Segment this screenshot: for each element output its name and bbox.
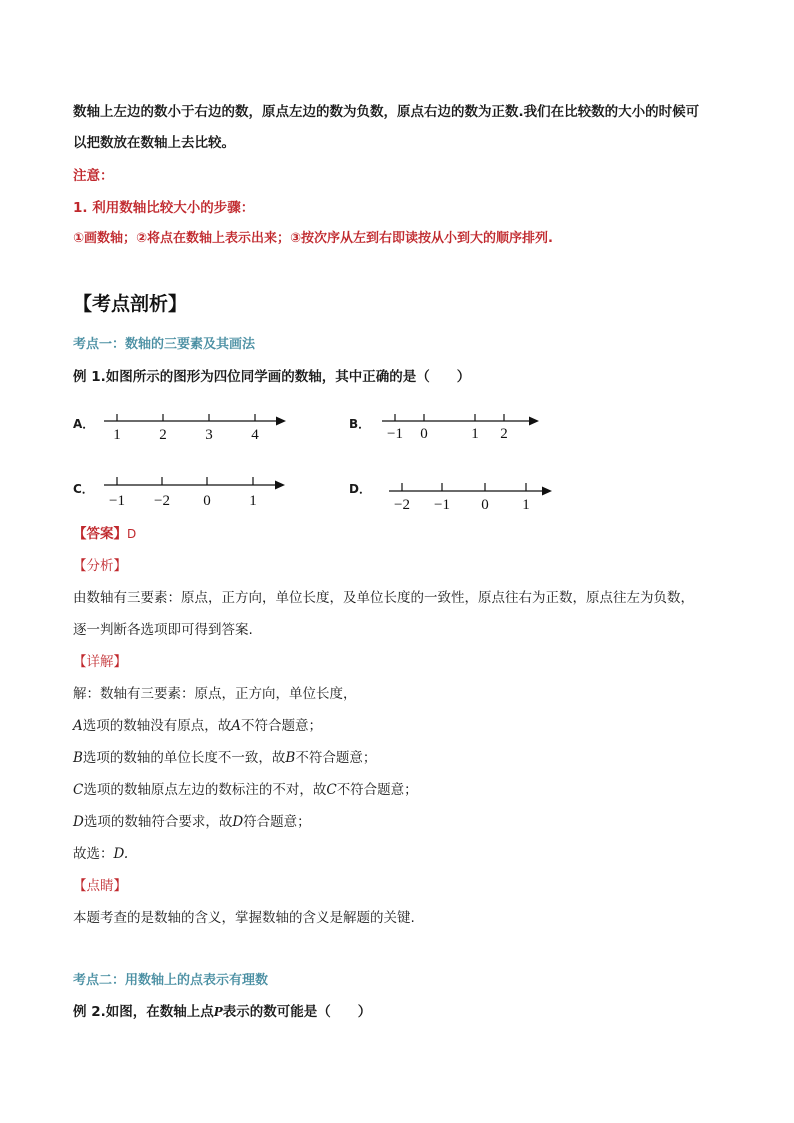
- option-c-letter: C．: [73, 482, 94, 496]
- detail-d-text: 选项的数轴符合要求，故: [83, 814, 233, 830]
- answer-label: 【答案】: [73, 526, 127, 542]
- number-line-a: [100, 404, 290, 442]
- tick-label: 1: [113, 427, 121, 443]
- option-a-letter: A．: [73, 417, 95, 431]
- option-b-letter: B．: [349, 417, 371, 431]
- detail-d-end: 符合题意；: [243, 814, 311, 830]
- example2-question: [73, 1002, 371, 1022]
- section-title: 【考点剖析】: [73, 293, 188, 315]
- note-item-1: 1. 利用数轴比较大小的步骤：: [73, 200, 255, 216]
- detail-line-d: [73, 812, 311, 832]
- number-line-b: [378, 404, 548, 442]
- comment-text: 本题考查的是数轴的含义，掌握数轴的含义是解题的关键.: [73, 910, 415, 926]
- tick-label: 0: [420, 426, 428, 442]
- intro-line-2: 以把数放在数轴上去比较。: [73, 135, 235, 151]
- var-p: P: [213, 1005, 223, 1019]
- number-line-c: [100, 468, 290, 508]
- tick-label: −2: [154, 493, 170, 509]
- detail-line-c: [73, 780, 418, 800]
- analysis-label: 【分析】: [73, 558, 127, 574]
- tick-label: −1: [109, 493, 125, 509]
- tick-label: 3: [205, 427, 213, 443]
- detail-b-end: 不符合题意；: [295, 750, 377, 766]
- tick-label: −1: [387, 426, 403, 442]
- var-a: A: [73, 718, 83, 734]
- point2-heading: 考点二：用数轴上的点表示有理数: [73, 973, 269, 988]
- analysis-line-1: 由数轴有三要素：原点，正方向，单位长度，及单位长度的一致性，原点往右为正数，原点往左为负数，: [73, 590, 694, 606]
- var-d: D: [232, 814, 244, 830]
- detail-c-end: 不符合题意；: [336, 782, 418, 798]
- var-c: C: [73, 782, 84, 798]
- example2-prefix: 例 2.如图，在数轴上点: [73, 1004, 214, 1020]
- var-a: A: [231, 718, 241, 734]
- detail-line-1: 解：数轴有三要素：原点，正方向，单位长度，: [73, 686, 357, 702]
- tick-label: 2: [159, 427, 167, 443]
- detail-line-a: [73, 716, 322, 736]
- analysis-line-2: 逐一判断各选项即可得到答案.: [73, 622, 253, 638]
- number-line-d: [385, 474, 560, 514]
- detail-b-text: 选项的数轴的单位长度不一致，故: [82, 750, 286, 766]
- tick-label: 0: [203, 493, 211, 509]
- choose-prefix: 故选：: [73, 846, 114, 862]
- detail-a-text: 选项的数轴没有原点，故: [82, 718, 232, 734]
- tick-label: 1: [522, 497, 530, 513]
- tick-label: −2: [394, 497, 410, 513]
- choose-value: D.: [113, 846, 129, 862]
- detail-label: 【详解】: [73, 654, 127, 670]
- tick-label: 1: [471, 426, 479, 442]
- tick-label: 0: [481, 497, 489, 513]
- tick-label: 1: [249, 493, 257, 509]
- detail-line-b: [73, 748, 376, 768]
- example2-suffix: 表示的数可能是（ ）: [222, 1004, 372, 1020]
- tick-label: 2: [500, 426, 508, 442]
- tick-label: −1: [434, 497, 450, 513]
- answer-value: D: [127, 527, 137, 541]
- var-b: B: [285, 750, 296, 766]
- var-b: B: [73, 750, 83, 766]
- answer-row: [73, 524, 136, 544]
- intro-line-1: 数轴上左边的数小于右边的数，原点左边的数为负数，原点右边的数为正数.我们在比较数的大小的时候可: [73, 104, 700, 120]
- note-title: 注意：: [73, 168, 114, 184]
- option-d-letter: D．: [349, 482, 371, 496]
- detail-a-end: 不符合题意；: [241, 718, 322, 734]
- note-item-2: ①画数轴；②将点在数轴上表示出来；③按次序从左到右即读按从小到大的顺序排列.: [73, 231, 553, 246]
- example1-question: 例 1.如图所示的图形为四位同学画的数轴，其中正确的是（ ）: [73, 369, 471, 385]
- comment-label: 【点睛】: [73, 878, 127, 894]
- var-c: C: [326, 782, 337, 798]
- point1-heading: 考点一：数轴的三要素及其画法: [73, 337, 256, 352]
- choose-line: [73, 844, 128, 864]
- var-d: D: [73, 814, 84, 830]
- detail-c-text: 选项的数轴原点左边的数标注的不对，故: [83, 782, 327, 798]
- tick-label: 4: [251, 427, 259, 443]
